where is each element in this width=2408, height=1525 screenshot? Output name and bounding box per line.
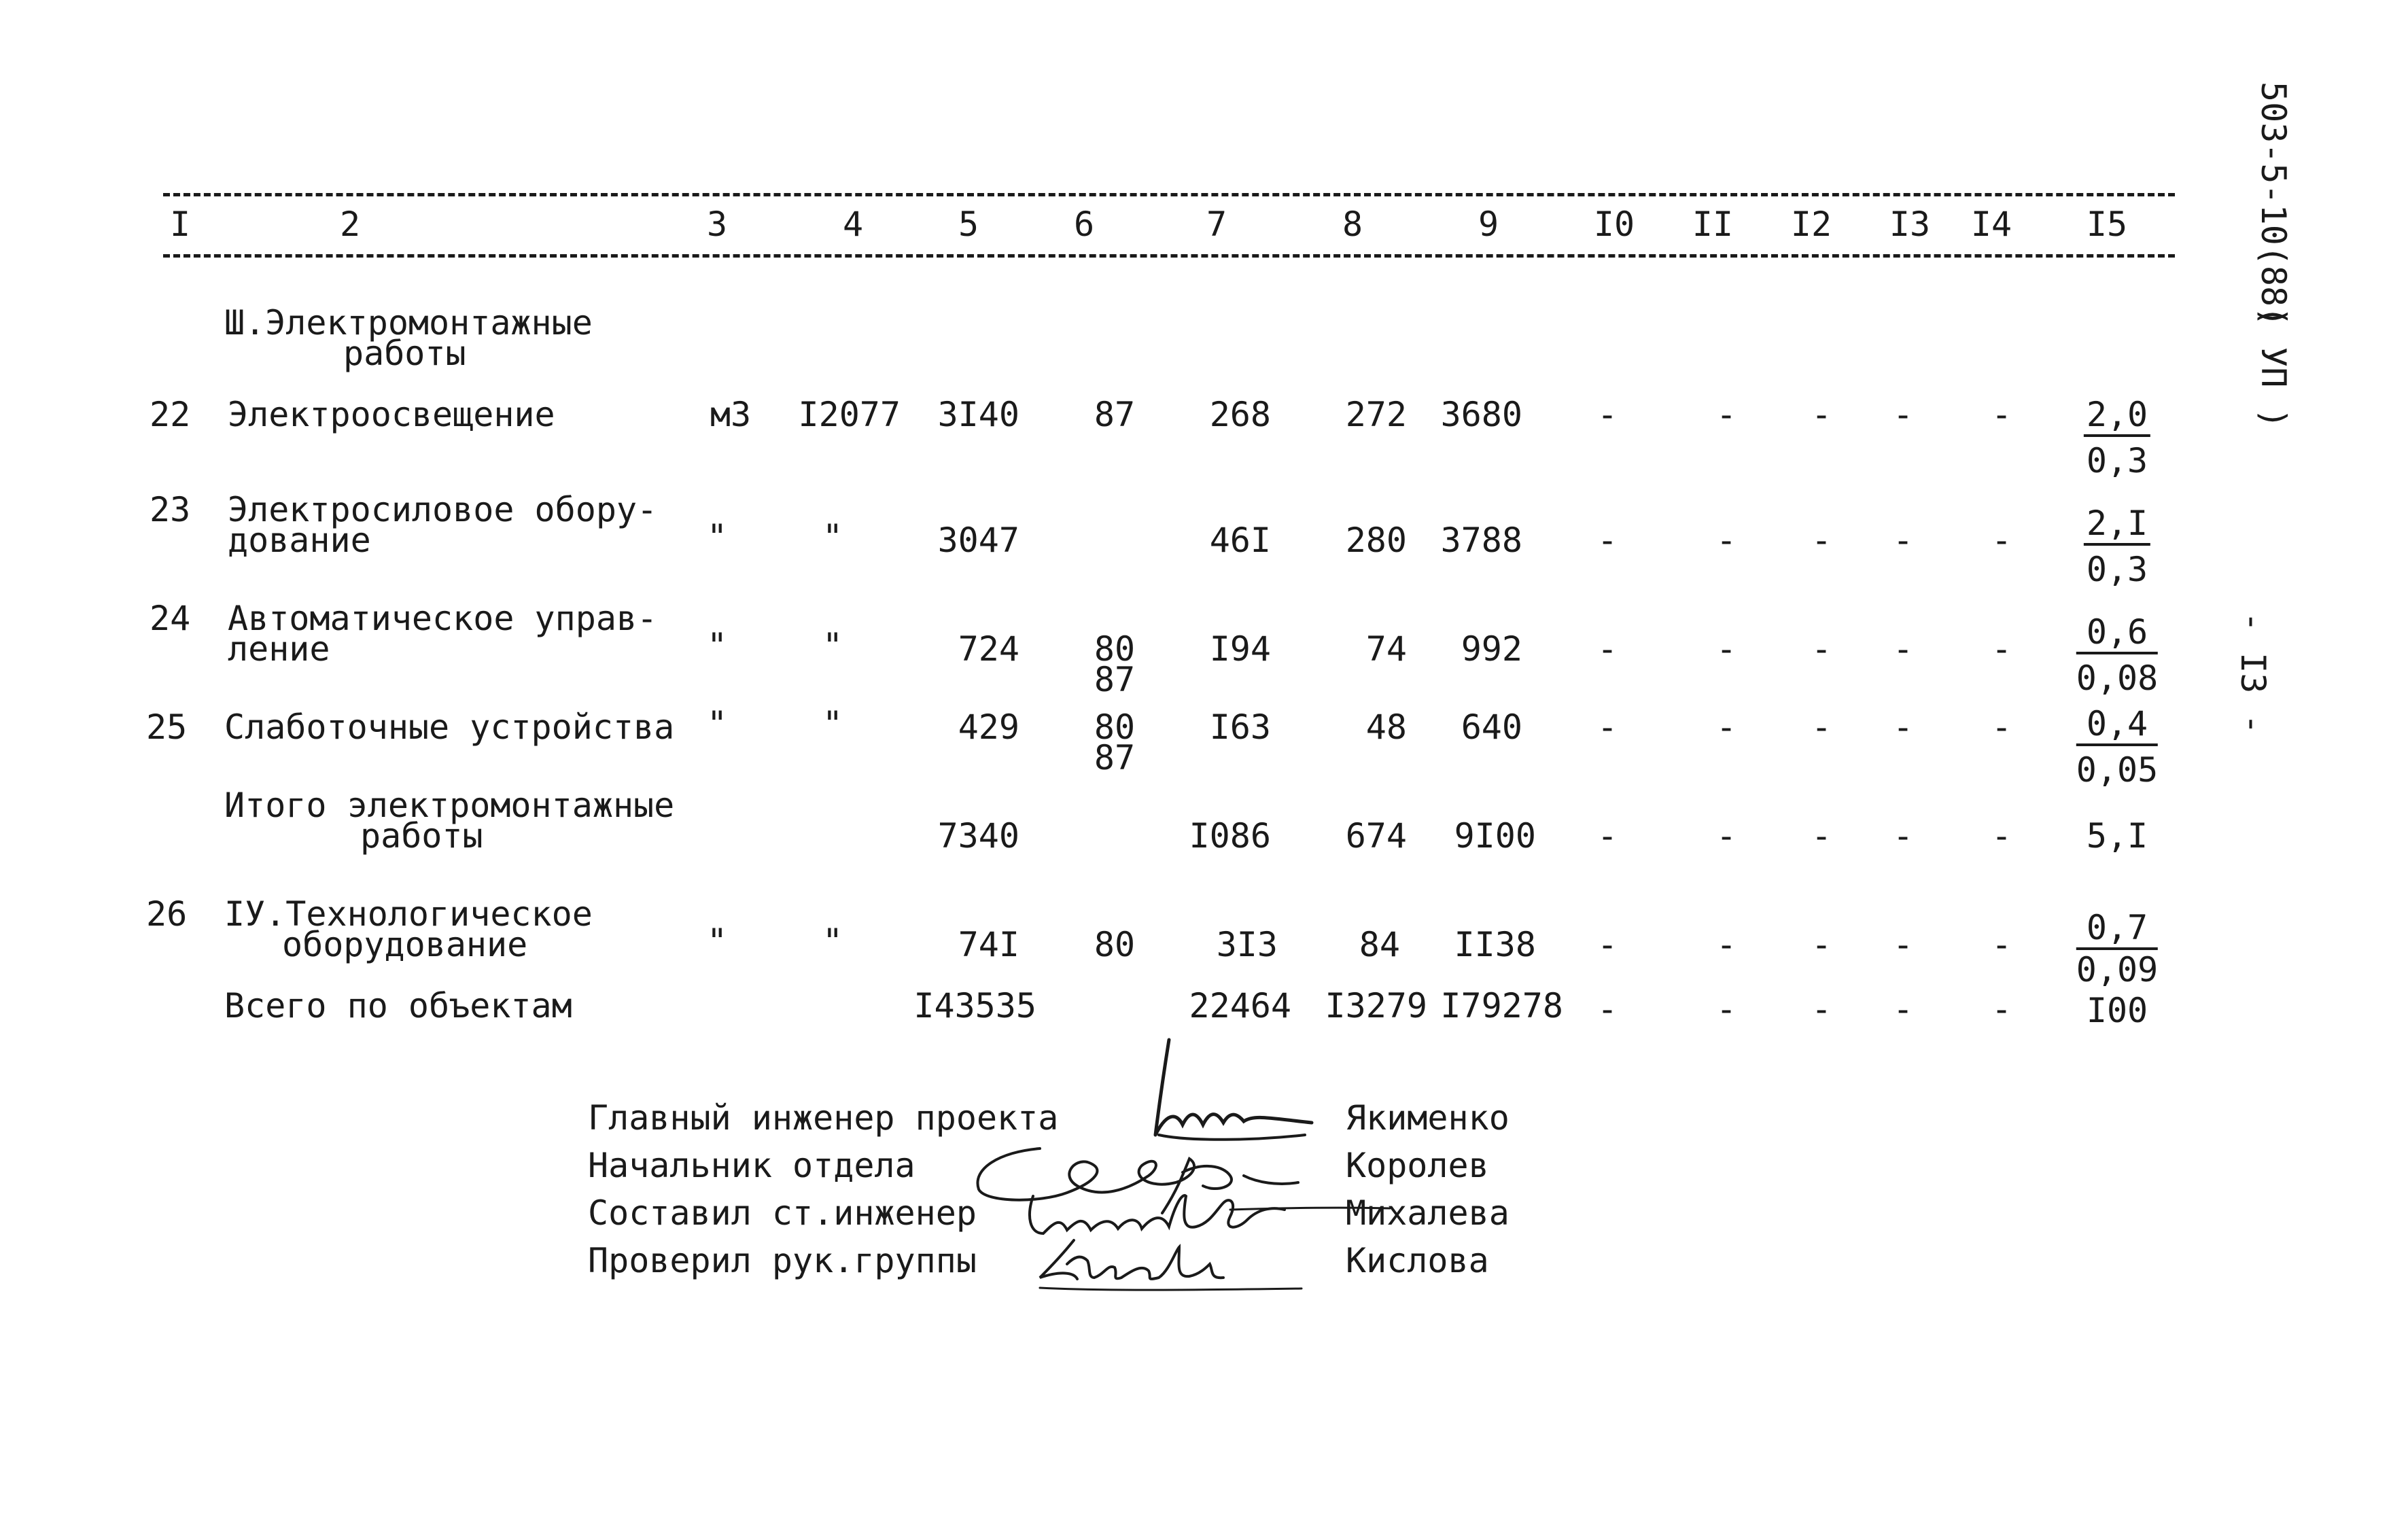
dash-cell: - — [1811, 925, 1832, 964]
row-unit: " — [706, 704, 728, 743]
row-number: 25 — [146, 707, 188, 747]
row-qty: I2077 — [798, 395, 901, 434]
dash-cell: - — [1715, 395, 1737, 434]
grand-total-label: Всего по объектам — [224, 986, 572, 1026]
fraction-numerator: 0,7 — [2076, 911, 2158, 950]
col-header: 3 — [706, 205, 728, 244]
row-qty: " — [822, 922, 843, 961]
signature-role: Главный инженер проекта — [588, 1098, 1059, 1138]
row-name: дование — [228, 521, 371, 560]
col-header: 8 — [1342, 205, 1363, 244]
side-document-code: 503-5-10(88) — [2254, 82, 2293, 328]
row-name: IУ.Технологическое — [224, 894, 593, 934]
dash-cell: - — [1892, 629, 1914, 669]
cell-col15-fraction — [2076, 612, 2159, 698]
cell-col5: 429 — [958, 707, 1019, 747]
cell-col9: 992 — [1461, 629, 1522, 669]
cell-col5: I43535 — [913, 986, 1036, 1026]
cell-col7: 268 — [1209, 395, 1271, 434]
fraction-denominator: 0,09 — [2076, 950, 2159, 989]
cell-col8: 272 — [1345, 395, 1407, 434]
signature-role: Проверил рук.группы — [588, 1241, 977, 1280]
cell-col15-fraction — [2084, 395, 2150, 480]
cell-col5: 3I40 — [937, 395, 1019, 434]
dash-cell: - — [1596, 925, 1618, 964]
signature-scribble-group-lead — [1026, 1230, 1312, 1298]
cell-col5: 3047 — [937, 521, 1019, 560]
dash-cell: - — [1892, 816, 1914, 856]
dash-cell: - — [1991, 395, 2012, 434]
row-qty: " — [822, 626, 843, 665]
cell-col6: 80 — [1094, 707, 1136, 747]
cell-col7: 46I — [1209, 521, 1271, 560]
col-header: I0 — [1593, 205, 1635, 244]
dash-cell: - — [1991, 707, 2012, 747]
row-unit: " — [706, 626, 728, 665]
cell-col8: I3279 — [1325, 986, 1427, 1026]
dash-cell: - — [1596, 395, 1618, 434]
cell-col9: II38 — [1454, 925, 1536, 964]
row-name: Слаботочные устройства — [224, 707, 675, 747]
cell-col5: 74I — [958, 925, 1019, 964]
row-name: оборудование — [282, 925, 528, 964]
col-header: 7 — [1206, 205, 1227, 244]
col-header: I — [169, 205, 191, 244]
row-name: ление — [228, 629, 330, 669]
dash-cell: - — [1991, 989, 2012, 1029]
dash-cell: - — [1715, 629, 1737, 669]
dash-cell: - — [1811, 521, 1832, 560]
dash-cell: - — [1715, 707, 1737, 747]
cell-col7: I63 — [1209, 707, 1271, 747]
col-header: 6 — [1073, 205, 1095, 244]
row-number: 24 — [150, 599, 191, 638]
row-number: 23 — [150, 490, 191, 529]
row-number: 22 — [150, 395, 191, 434]
dash-cell: - — [1596, 707, 1618, 747]
col-header: I5 — [2086, 205, 2128, 244]
row-name: Автоматическое управ- — [228, 599, 658, 638]
col-header: I2 — [1790, 205, 1832, 244]
subtotal-label: Итого электромонтажные — [224, 786, 675, 825]
col-header: I3 — [1889, 205, 1931, 244]
signature-name: Михалева — [1346, 1193, 1510, 1233]
fraction-denominator: 0,3 — [2086, 550, 2148, 589]
cell-col7: 3I3 — [1216, 925, 1278, 964]
signature-name: Якименко — [1346, 1098, 1510, 1138]
dash-cell: - — [1811, 707, 1832, 747]
dash-cell: - — [1991, 925, 2012, 964]
header-rule-bottom — [163, 254, 2175, 258]
signature-scribble-chief-engineer — [1087, 1033, 1319, 1142]
row-name: Электросиловое обору- — [228, 490, 658, 529]
dash-cell: - — [1892, 395, 1914, 434]
cell-col7: I086 — [1189, 816, 1271, 856]
row-qty: " — [822, 517, 843, 557]
cell-col8: 674 — [1345, 816, 1407, 856]
dash-cell: - — [1892, 707, 1914, 747]
row-unit: м3 — [710, 395, 752, 434]
header-rule-top — [163, 193, 2175, 196]
dash-cell: - — [1991, 816, 2012, 856]
cell-col15: I00 — [2086, 991, 2148, 1030]
fraction-numerator: 0,4 — [2076, 707, 2158, 746]
fraction-denominator: 0,3 — [2086, 441, 2148, 480]
cell-col7: 22464 — [1189, 986, 1291, 1026]
signature-name: Кислова — [1346, 1241, 1489, 1280]
cell-col6: 87 — [1094, 738, 1136, 777]
col-header: I4 — [1970, 205, 2012, 244]
fraction-numerator: 0,6 — [2076, 615, 2158, 654]
dash-cell: - — [1715, 816, 1737, 856]
cell-col9: 3680 — [1440, 395, 1522, 434]
col-header: 9 — [1478, 205, 1499, 244]
signature-name: Королев — [1346, 1146, 1489, 1185]
col-header: 2 — [339, 205, 361, 244]
dash-cell: - — [1892, 989, 1914, 1029]
cell-col9: 640 — [1461, 707, 1522, 747]
signature-role: Составил ст.инженер — [588, 1193, 977, 1233]
cell-col15-fraction — [2076, 908, 2159, 989]
dash-cell: - — [1715, 925, 1737, 964]
col-header: II — [1692, 205, 1734, 244]
row-number: 26 — [146, 894, 188, 934]
dash-cell: - — [1991, 521, 2012, 560]
signature-role: Начальник отдела — [588, 1146, 915, 1185]
cell-col15-fraction — [2084, 504, 2150, 589]
fraction-denominator: 0,05 — [2076, 750, 2159, 790]
dash-cell: - — [1811, 816, 1832, 856]
cell-col9: I79278 — [1440, 986, 1563, 1026]
dash-cell: - — [1811, 629, 1832, 669]
cell-col15: 5,I — [2086, 816, 2148, 856]
row-unit: " — [706, 517, 728, 557]
cell-col9: 9I00 — [1454, 816, 1536, 856]
cell-col15-fraction — [2076, 704, 2159, 790]
dash-cell: - — [1715, 521, 1737, 560]
cell-col6: 80 — [1094, 629, 1136, 669]
dash-cell: - — [1596, 816, 1618, 856]
cell-col7: I94 — [1209, 629, 1271, 669]
row-unit: " — [706, 922, 728, 961]
cell-col6: 87 — [1094, 660, 1136, 699]
side-section-label: ( УП ) — [2254, 306, 2293, 429]
cell-col9: 3788 — [1440, 521, 1522, 560]
dash-cell: - — [1596, 989, 1618, 1029]
dash-cell: - — [1596, 521, 1618, 560]
dash-cell: - — [1811, 395, 1832, 434]
cell-col5: 724 — [958, 629, 1019, 669]
dash-cell: - — [1892, 925, 1914, 964]
cell-col8: 48 — [1365, 707, 1407, 747]
dash-cell: - — [1811, 989, 1832, 1029]
fraction-numerator: 2,I — [2084, 506, 2150, 546]
fraction-numerator: 2,0 — [2084, 398, 2150, 437]
dash-cell: - — [1892, 521, 1914, 560]
cell-col8: 280 — [1345, 521, 1407, 560]
dash-cell: - — [1991, 629, 2012, 669]
fraction-denominator: 0,08 — [2076, 659, 2159, 698]
cell-col5: 7340 — [937, 816, 1019, 856]
subtotal-label: работы — [360, 816, 483, 856]
document-page: 503-5-10(88) ( УП ) - I3 - I 2 3 4 5 6 7 8 9 I0 II I2 I3 I4 I5 Ш.Электромонтажные работы 22 Электроосвещение м3 I2077 3I40 87 268 272 3680 - - - - - $\frac{2,0}{0,3}$ 23 Электросиловое обору- дование " " 3047 46I 280 3788 - - - - - $\frac{2,I}{0,3}$ 24 Автоматическое управ- ление " " 724 80 87 I94 74 992 - - - - - $\frac{0,6}{0,08}$ 25 Слаботочные устройства " " 429 80 87 I63 48 640 - - - - - $\frac{0,4}{0,05}$ Итого электромонтажные работы 7340 I086 674 9I00 - - - - - 5,I 26 IУ.Технологическое оборудование " " 74I 80 3I3 84 II38 - - - - - $\frac{0,7}{0,09}$ Всего по объектам I43535 22464 I3279 I79278 - - - - - I00 Главный инженер проекта Якименко Начальник отдела Королев Составил ст.инженер Михалева Проверил рук.группы Кислова — [0, 0, 2408, 1525]
col-header: 5 — [958, 205, 979, 244]
col-header: 4 — [842, 205, 864, 244]
dash-cell: - — [1596, 629, 1618, 669]
cell-col6: 80 — [1094, 925, 1136, 964]
dash-cell: - — [1715, 989, 1737, 1029]
row-name: Электроосвещение — [228, 395, 555, 434]
page-number: - I3 - — [2233, 612, 2273, 735]
row-qty: " — [822, 704, 843, 743]
cell-col6: 87 — [1094, 395, 1136, 434]
cell-col8: 84 — [1359, 925, 1400, 964]
cell-col8: 74 — [1365, 629, 1407, 669]
